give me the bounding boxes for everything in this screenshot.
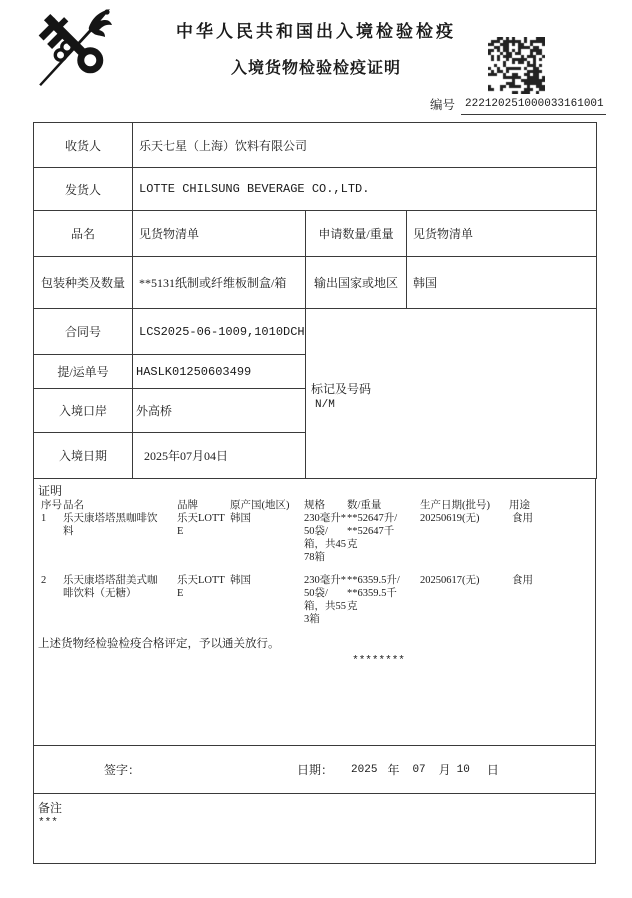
export-region-value: 韩国 (407, 257, 597, 309)
goods-spec: 230毫升*50袋/箱，共553箱 (304, 575, 346, 625)
consignee-row (34, 123, 597, 168)
goods-origin: 韩国 (230, 513, 251, 524)
document-title-line1: 中华人民共和国出入境检验检疫 (176, 22, 456, 41)
product-value: 见货物清单 (133, 211, 306, 257)
bill-no-value: HASLK01250603499 (133, 355, 306, 389)
remarks-label: 备注 (38, 801, 63, 815)
remarks-value: *** (38, 817, 58, 829)
date-day-unit: 日 (486, 763, 499, 777)
entry-date-value: 2025年07月04日 (133, 433, 306, 479)
col-header-prod-date: 生产日期(批号) (420, 500, 490, 511)
goods-row (38, 564, 595, 626)
declaration-form-table (33, 122, 597, 479)
product-row (34, 211, 597, 257)
remarks-section (33, 794, 596, 864)
goods-usage: 食用 (512, 513, 533, 524)
goods-qty-weight: **6359.5升/**6359.5千克 (347, 575, 400, 612)
goods-row (38, 512, 595, 564)
goods-prod-date: 20250619(无) (420, 513, 480, 524)
col-header-brand: 品牌 (177, 500, 198, 511)
contract-row (34, 309, 597, 355)
certificate-section-label: 证明 (38, 484, 63, 498)
col-header-origin: 原产国(地区) (230, 500, 290, 511)
conclusion-statement: 上述货物经检验检疫合格评定，予以通关放行。 (38, 638, 280, 650)
col-header-usage: 用途 (509, 500, 530, 511)
goods-name: 乐天康塔塔黑咖啡饮料 (63, 513, 158, 537)
goods-list-table (38, 499, 595, 626)
serial-number-value: 222120251000033161001 (461, 98, 606, 115)
packing-value: **5131纸制或纤维板制盒/箱 (133, 257, 306, 309)
goods-prod-date: 20250617(无) (420, 575, 480, 586)
consignor-row (34, 168, 597, 211)
entry-port-value: 外高桥 (133, 389, 306, 433)
bill-no-label: 提/运单号 (34, 355, 133, 389)
product-label: 品名 (34, 211, 133, 257)
marks-cell (306, 309, 597, 479)
certificate-section (33, 479, 596, 746)
entry-port-label: 入境口岸 (34, 389, 133, 433)
goods-brand: 乐天LOTTE (177, 513, 225, 537)
packing-label: 包装种类及数量 (34, 257, 133, 309)
goods-no: 2 (41, 575, 47, 586)
goods-no: 1 (41, 513, 47, 524)
col-header-qty-weight: 数/重量 (347, 500, 382, 511)
declared-qty-label: 申请数量/重量 (306, 211, 407, 257)
document-title-line2: 入境货物检验检疫证明 (230, 60, 401, 77)
goods-origin: 韩国 (230, 575, 251, 586)
export-region-label: 输出国家或地区 (306, 257, 407, 309)
signature-row (33, 746, 596, 794)
goods-brand: 乐天LOTTE (177, 575, 225, 599)
consignee-value: 乐天七星（上海）饮料有限公司 (133, 123, 597, 168)
date-month-value: 07 (412, 763, 426, 776)
col-header-name: 品名 (63, 500, 84, 511)
signature-label: 签字： (104, 763, 141, 777)
consignee-label: 收货人 (34, 123, 133, 168)
col-header-no: 序号 (41, 500, 62, 511)
date-year-value: 2025 (351, 763, 378, 776)
declared-qty-value: 见货物清单 (407, 211, 597, 257)
consignor-label: 发货人 (34, 168, 133, 211)
goods-name: 乐天康塔塔甜美式咖啡饮料（无糖） (63, 575, 158, 599)
goods-usage: 食用 (512, 575, 533, 586)
col-header-spec: 规格 (304, 500, 325, 511)
goods-spec: 230毫升*50袋/箱，共4578箱 (304, 513, 346, 563)
contract-no-label: 合同号 (34, 309, 133, 355)
date-year-unit: 年 (387, 763, 400, 777)
end-of-list-stars: ******** (352, 655, 405, 667)
goods-qty-weight: **52647升/ **52647千克 (347, 513, 398, 550)
contract-no-value: LCS2025-06-1009,1010DCH (133, 309, 306, 355)
date-day-value: 10 (456, 763, 470, 776)
date-month-unit: 月 (438, 763, 451, 777)
qr-code-icon (488, 37, 545, 94)
serial-number-block (430, 95, 606, 115)
marks-label: 标记及号码 (311, 382, 372, 396)
goods-header-row (38, 499, 595, 512)
date-label: 日期： (297, 763, 334, 777)
entry-date-label: 入境日期 (34, 433, 133, 479)
consignor-value: LOTTE CHILSUNG BEVERAGE CO.,LTD. (133, 168, 597, 211)
serial-number-label: 编号 (430, 98, 456, 112)
packing-row (34, 257, 597, 309)
marks-value: N/M (315, 399, 335, 411)
